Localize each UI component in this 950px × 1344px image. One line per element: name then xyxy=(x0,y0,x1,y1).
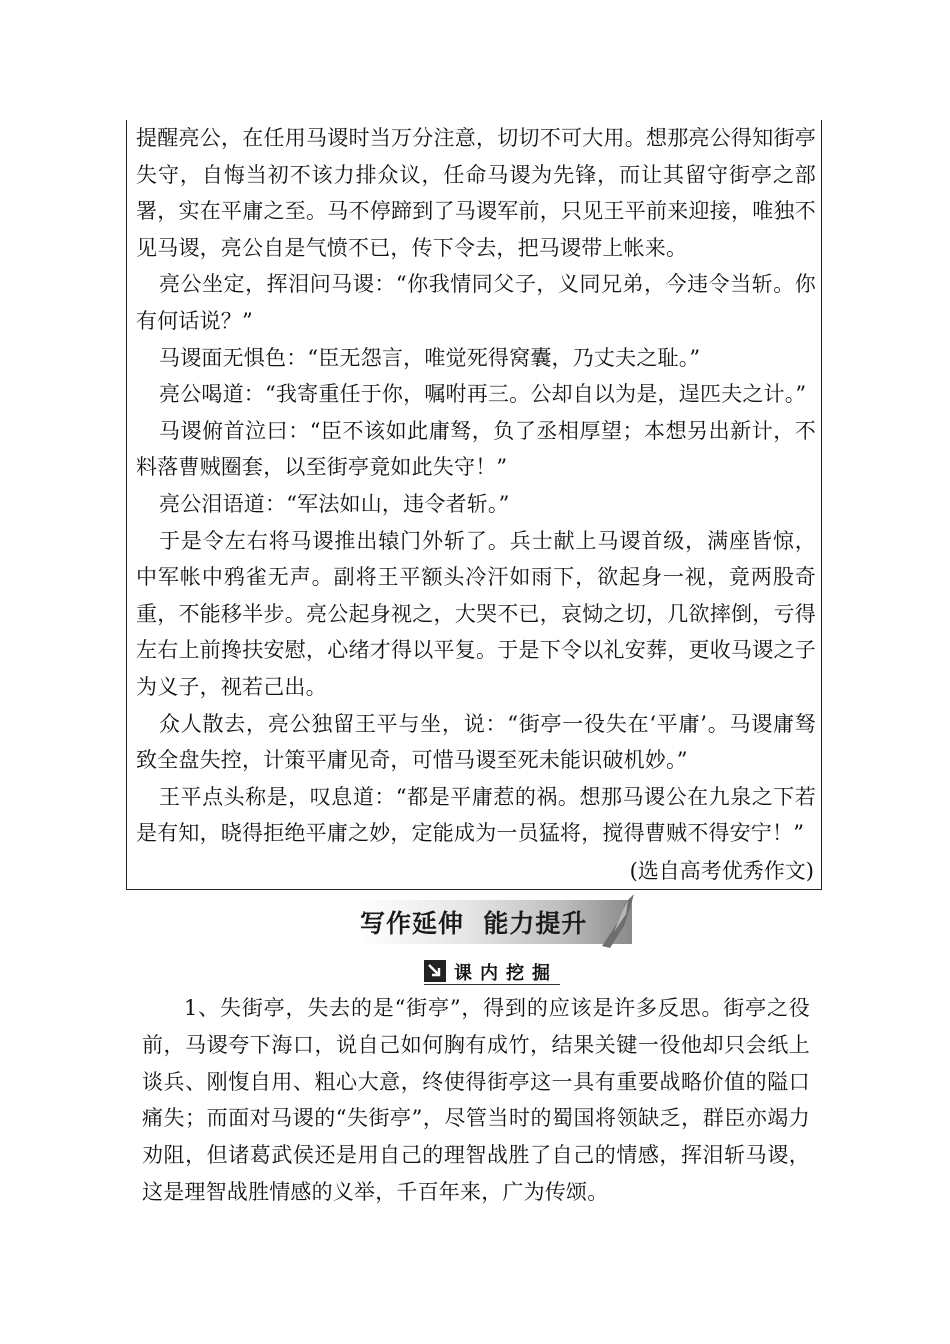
section-title: 写作延伸 能力提升 xyxy=(360,909,588,938)
story-paragraph: 马谡面无惧色：“臣无怨言，唯觉死得窝囊，乃丈夫之耻。” xyxy=(159,345,701,370)
brush-stroke-icon xyxy=(596,892,636,948)
story-excerpt xyxy=(136,120,816,852)
arrow-down-right-icon xyxy=(424,960,446,982)
story-paragraph: 亮公泪语道：“军法如山，违令者斩。” xyxy=(159,491,510,516)
excerpt-source: (选自高考优秀作文) xyxy=(629,859,814,883)
sub-heading-label: 课内挖掘 xyxy=(454,963,558,984)
section-heading xyxy=(356,892,632,948)
story-paragraph: 王平点头称是，叹息道：“都是平庸惹的祸。想那马谡公在九泉之下若是有知，晓得拒绝平庸之妙，定能成为一员猛将，搅得曹贼不得安宁！” xyxy=(136,784,816,846)
story-paragraph: 亮公坐定，挥泪问马谡：“你我情同父子，义同兄弟，今违令当斩。你有何话说？” xyxy=(136,272,816,333)
story-paragraph: 提醒亮公，在任用马谡时当万分注意，切切不可大用。想那亮公得知街亭失守，自悔当初不该力排众议，任命马谡为先锋，而让其留守街亭之部署，实在平庸之至。马不停蹄到了马谡军前，只见王平前来迎接，唯独不见马谡，亮公自是气愤不已，传下令去，把马谡带上帐来。 xyxy=(136,126,816,260)
body-paragraph: 1、失街亭，失去的是“街亭”，得到的应该是许多反思。街亭之役前，马谡夸下海口，说自己如何胸有成竹，结果关键一役他却只会纸上谈兵、刚愎自用、粗心大意，终使得街亭这一具有重要战略价值的隘口痛失；而面对马谡的“失街亭”，尽管当时的蜀国将领缺乏，群臣亦竭力劝阻，但诸葛武侯还是用自己的理智战胜了自己的情感，挥泪斩马谡，这是理智战胜情感的义举，千百年来，广为传颂。 xyxy=(142,996,810,1204)
story-paragraph: 马谡俯首泣曰：“臣不该如此庸驽，负了丞相厚望；本想另出新计，不料落曹贼圈套，以至街亭竟如此失守！” xyxy=(136,418,816,480)
sub-heading xyxy=(424,958,560,986)
story-paragraph: 亮公喝道：“我寄重任于你，嘱咐再三。公却自以为是，逞匹夫之计。” xyxy=(159,382,807,407)
sub-heading-underline xyxy=(424,984,560,985)
story-paragraph: 于是令左右将马谡推出辕门外斩了。兵士献上马谡首级，满座皆惊，中军帐中鸦雀无声。副将王平额头冷汗如雨下，欲起身一视，竟两股奇重，不能移半步。亮公起身视之，大哭不已，哀恸之切，几欲摔倒，亏得左右上前搀扶安慰，心绪才得以平复。于是下令以礼安葬，更收马谡之子为义子，视若己出。 xyxy=(136,528,816,699)
story-paragraph: 众人散去，亮公独留王平与坐，说：“街亭一役失在‘平庸’。马谡庸驽致全盘失控，计策平庸见奇，可惜马谡至死未能识破机妙。” xyxy=(136,711,816,773)
